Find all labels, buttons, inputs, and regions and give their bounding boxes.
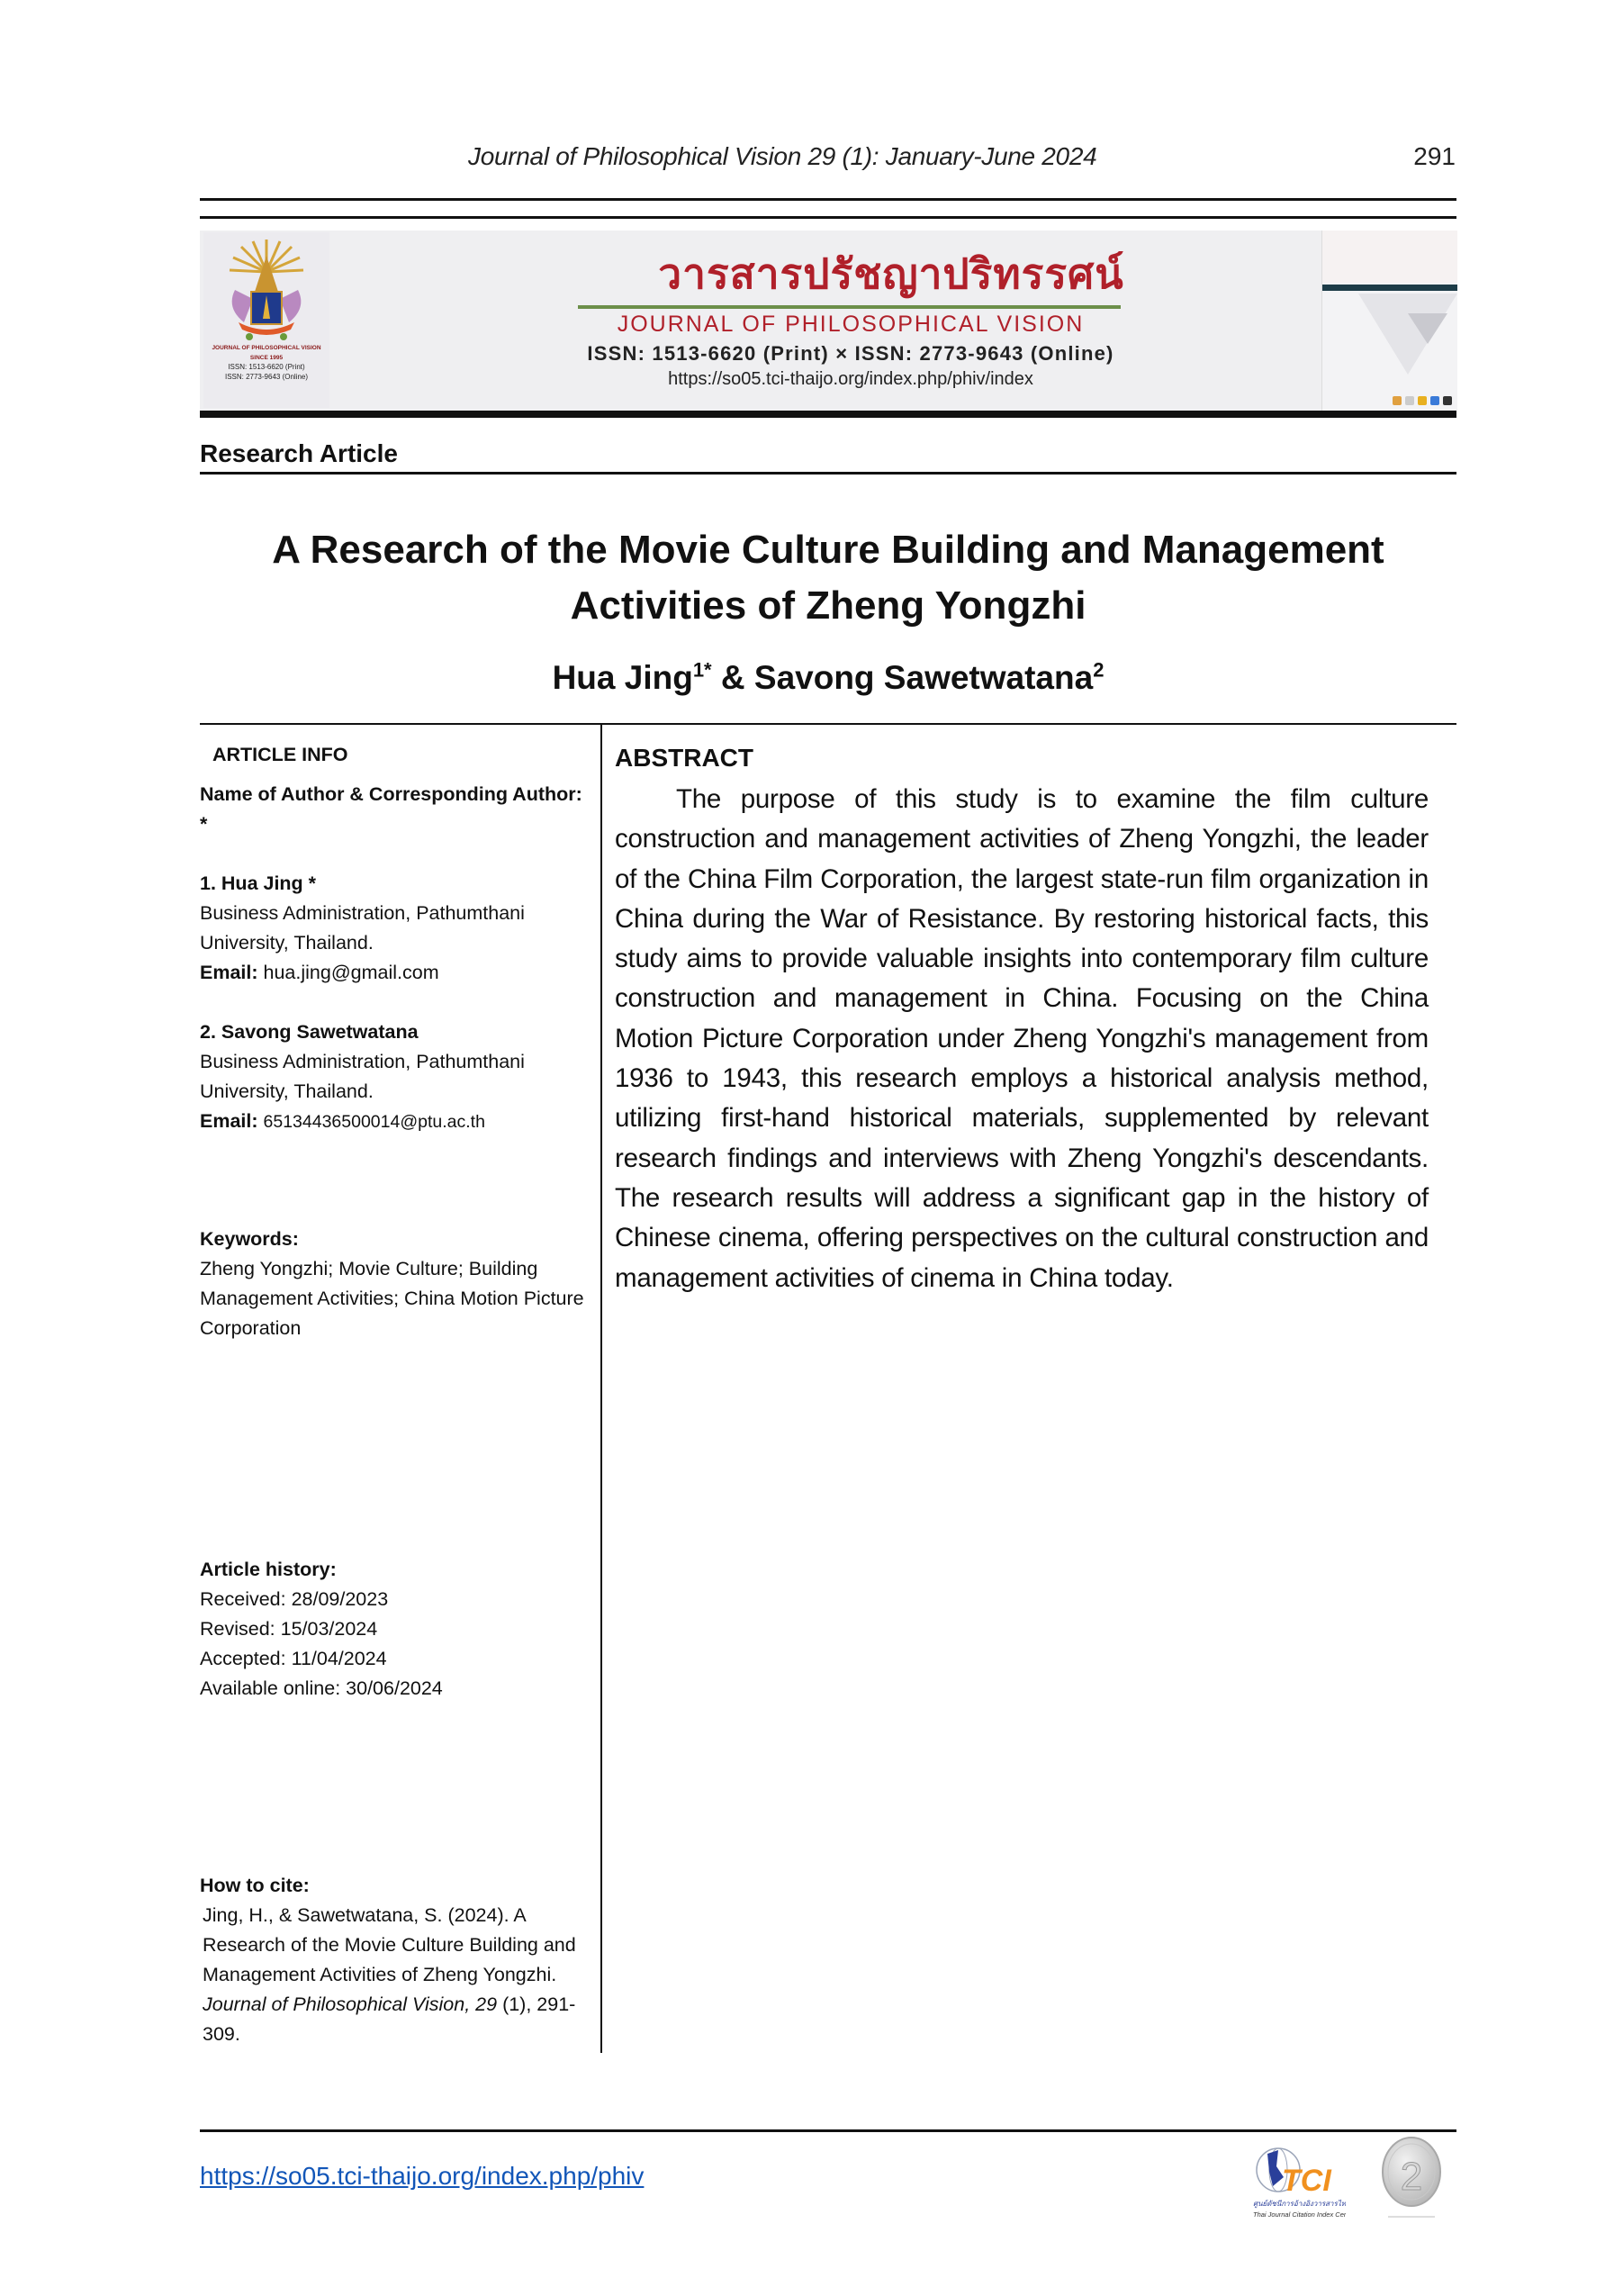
- tci-tier-badge-icon: [1379, 2136, 1444, 2222]
- svg-text:ศูนย์ดัชนีการอ้างอิงวารสารไทย: ศูนย์ดัชนีการอ้างอิงวารสารไทย: [1253, 2200, 1346, 2208]
- citation-text: [200, 1901, 587, 2049]
- article-type-label: Research Article: [200, 439, 398, 467]
- banner-bottom-rule: [200, 411, 1456, 418]
- abstract-heading: ABSTRACT: [615, 744, 753, 772]
- article-title-line1: A Research of the Movie Culture Building and Management: [272, 528, 1384, 572]
- author-info-2-name: 2. Savong Sawetwatana: [200, 1021, 419, 1043]
- keywords-label: Keywords:: [200, 1228, 299, 1250]
- running-header-journal-issue: Journal of Philosophical Vision 29 (1): January-June 2024: [468, 142, 1097, 170]
- email-label: Email:: [200, 1110, 258, 1132]
- author-info-2: [200, 1017, 587, 1137]
- article-type-rule: [200, 472, 1456, 475]
- author-info-2-email[interactable]: 65134436500014@ptu.ac.th: [263, 1112, 485, 1132]
- how-to-cite-label: How to cite:: [200, 1875, 310, 1896]
- author-1-name: Hua Jing: [552, 659, 693, 696]
- tci-globe-icon: [1251, 2141, 1346, 2222]
- journal-issn: ISSN: 1513-6620 (Print) × ISSN: 2773-9643 (Online): [587, 342, 1114, 365]
- email-label: Email:: [200, 962, 258, 983]
- author-separator: &: [711, 659, 754, 696]
- how-to-cite-section: [200, 1871, 587, 2049]
- logo-caption-since: SINCE 1995: [249, 355, 284, 361]
- abstract-body: The purpose of this study is to examine the film culture construction and management activities of Zheng Yongzhi, the leader of the China Film Corporation, the largest state-run film organization in China during the War of Resistance. By restoring historical facts, this study aims to provide valuable insights into contemporary film culture construction and management in China. Focusing on the China Motion Picture Corporation under Zheng Yongzhi's management from 1936 to 1943, this research employs a historical analysis method, utilizing first-hand historical materials, supplemented by relevant research findings and interviews with Zheng Yongzhi's descendants. The research results will address a significant gap in the history of Chinese cinema, offering perspectives on the cultural construction and management activities of cinema in China today.: [615, 784, 1429, 1293]
- keywords-section: [200, 1225, 587, 1343]
- journal-logo: [203, 232, 329, 408]
- footer-journal-link[interactable]: https://so05.tci-thaijo.org/index.php/phiv: [200, 2162, 645, 2190]
- article-history-label: Article history:: [200, 1559, 337, 1580]
- keywords-text: Zheng Yongzhi; Movie Culture; Building Management Activities; China Motion Picture Corporation: [200, 1258, 584, 1339]
- column-divider: [600, 725, 602, 2053]
- journal-banner-url: https://so05.tci-thaijo.org/index.php/phiv/index: [668, 369, 1033, 389]
- history-accepted: Accepted: 11/04/2024: [200, 1648, 387, 1669]
- history-revised: Revised: 15/03/2024: [200, 1618, 378, 1640]
- header-rule-second: [200, 216, 1456, 219]
- author-info-2-affiliation: Business Administration, Pathumthani University, Thailand.: [200, 1051, 525, 1102]
- citation-main: Jing, H., & Sawetwatana, S. (2024). A Research of the Movie Culture Building and Management Activities of Zheng Yongzhi.: [203, 1904, 576, 1985]
- journal-cover-thumbnail-icon: [1321, 231, 1457, 411]
- article-title-line2: Activities of Zheng Yongzhi: [570, 583, 1087, 628]
- logo-caption-journal: JOURNAL OF PHILOSOPHICAL VISION: [212, 345, 321, 351]
- author-info-1-affiliation: Business Administration, Pathumthani University, Thailand.: [200, 902, 525, 954]
- cover-decoration: [1408, 313, 1447, 344]
- header-rule-top: [200, 198, 1456, 201]
- article-title: [200, 522, 1456, 634]
- author-list: [200, 659, 1456, 697]
- royal-emblem-icon: [217, 236, 316, 342]
- citation-tail: (1), 291-309.: [203, 1993, 576, 2045]
- tier-number: 2: [1400, 2155, 1423, 2199]
- history-received: Received: 28/09/2023: [200, 1588, 389, 1610]
- authors-rule: [200, 723, 1456, 725]
- author-2-name: Savong Sawetwatana: [753, 659, 1094, 696]
- cover-index-logos: [1393, 396, 1452, 405]
- tci-caption: Thai Journal Citation Index Centre: [1253, 2210, 1346, 2219]
- article-history-section: [200, 1555, 587, 1704]
- citation-journal: Journal of Philosophical Vision, 29: [203, 1993, 498, 2015]
- author-info-1: [200, 869, 587, 988]
- banner-green-rule: [578, 305, 1121, 309]
- article-info-heading: ARTICLE INFO: [212, 744, 348, 765]
- author-1-affiliation-mark: 1*: [692, 658, 712, 682]
- author-2-affiliation-mark: 2: [1093, 658, 1105, 682]
- footer-rule: [200, 2129, 1456, 2132]
- journal-thai-title: วารสารปรัชญาปริทรรศน์: [658, 249, 1124, 298]
- journal-english-title: JOURNAL OF PHILOSOPHICAL VISION: [617, 312, 1085, 337]
- cover-header: [1322, 231, 1457, 283]
- corresponding-author-label: Name of Author & Corresponding Author: *: [200, 783, 582, 835]
- tci-logo-icon: [1251, 2141, 1346, 2222]
- logo-issn-print: ISSN: 1513-6620 (Print): [228, 363, 305, 371]
- author-info-1-email-row: [200, 958, 587, 988]
- tci-text: TCI: [1282, 2164, 1331, 2198]
- logo-issn-online: ISSN: 2773-9643 (Online): [224, 373, 309, 381]
- history-available-online: Available online: 30/06/2024: [200, 1677, 443, 1699]
- author-info-2-email-row: [200, 1107, 587, 1137]
- author-info-1-name: 1. Hua Jing *: [200, 872, 317, 894]
- cover-band: [1322, 285, 1457, 291]
- author-info-1-email[interactable]: hua.jing@gmail.com: [263, 962, 439, 983]
- page-number: 291: [1413, 142, 1456, 170]
